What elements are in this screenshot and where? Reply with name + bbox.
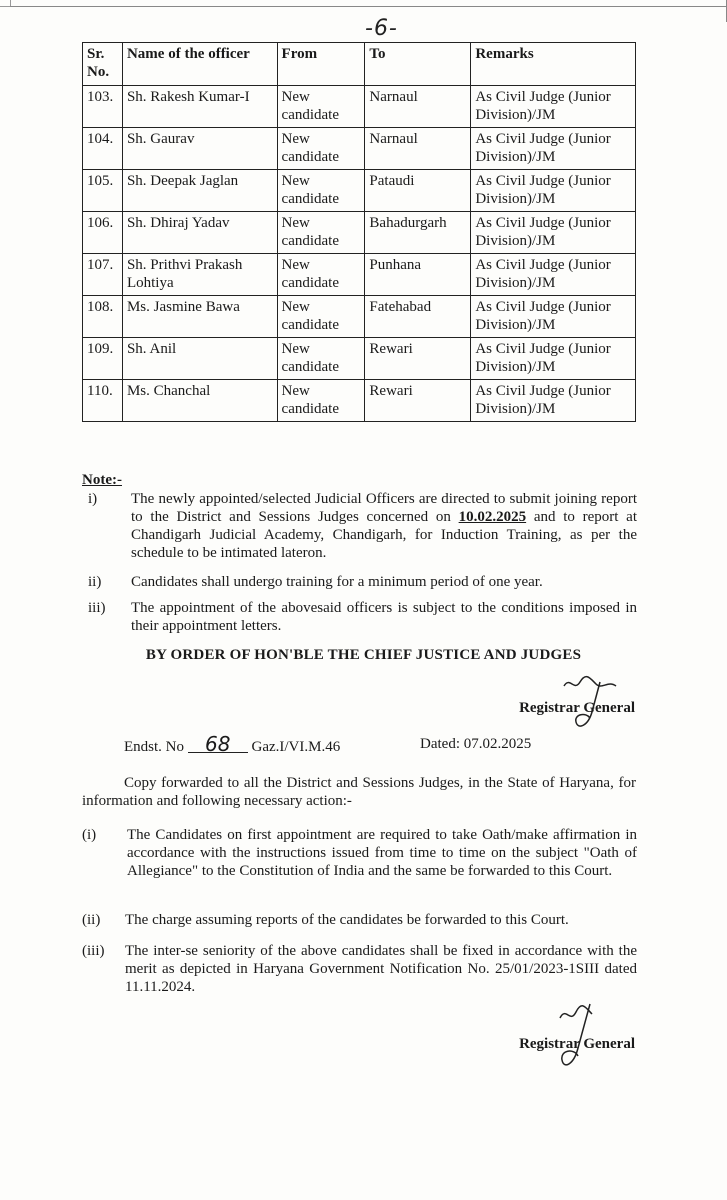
cell-from: New candidate (277, 86, 365, 128)
joining-date: 10.02.2025 (458, 509, 527, 525)
note-item (88, 599, 637, 635)
table-row (83, 128, 636, 170)
cell-from: New candidate (277, 254, 365, 296)
cell-from: New candidate (277, 212, 365, 254)
action-item-text: The inter-se seniority of the above candidates shall be fixed in accordance with the merit as depicted in Haryana Government Notification No. 25/01/2023-1SIII dated 11.11.2024. (125, 943, 637, 995)
note-item (88, 490, 637, 562)
endorsement-date: Dated: 07.02.2025 (420, 736, 532, 752)
cell-sr: 104. (83, 128, 123, 170)
header-to: To (365, 43, 471, 86)
action-item-number: (i) (82, 827, 97, 843)
endorsement-handwritten-number: 68 (188, 736, 248, 753)
cell-from: New candidate (277, 128, 365, 170)
page-border-top (10, 6, 727, 7)
cell-remarks: As Civil Judge (Junior Division)/JM (471, 254, 636, 296)
table-row (83, 338, 636, 380)
cell-from: New candidate (277, 380, 365, 422)
endorsement-suffix: Gaz.I/VI.M.46 (251, 739, 341, 755)
cell-to: Narnaul (365, 86, 471, 128)
cell-sr: 107. (83, 254, 123, 296)
table-row (83, 380, 636, 422)
header-remarks: Remarks (471, 43, 636, 86)
table-row (83, 212, 636, 254)
cell-name: Sh. Gaurav (122, 128, 277, 170)
note-text-part: The newly appointed/selected Judicial Officers are directed to submit joining report to the District and Sessions Judges concerned on (131, 491, 637, 525)
registrar-signature-2: Registrar General (519, 1036, 635, 1052)
endorsement-prefix: Endst. No (124, 739, 184, 755)
table-row (83, 296, 636, 338)
header-from: From (277, 43, 365, 86)
cell-name: Sh. Deepak Jaglan (122, 170, 277, 212)
action-item-text: The charge assuming reports of the candidates be forwarded to this Court. (125, 912, 569, 928)
cell-from: New candidate (277, 170, 365, 212)
table-row (83, 170, 636, 212)
cell-name: Sh. Rakesh Kumar-I (122, 86, 277, 128)
note-item-text: Candidates shall undergo training for a minimum period of one year. (131, 574, 543, 590)
action-item-number: (ii) (82, 912, 101, 928)
registrar-signature-1: Registrar General (519, 700, 635, 716)
note-item-text: The appointment of the abovesaid officers is subject to the conditions imposed in their appointment letters. (131, 600, 637, 634)
cell-remarks: As Civil Judge (Junior Division)/JM (471, 380, 636, 422)
cell-from: New candidate (277, 296, 365, 338)
cell-to: Pataudi (365, 170, 471, 212)
note-item-text (131, 490, 637, 562)
table-header-row (83, 43, 636, 86)
table-row (83, 86, 636, 128)
endorsement-number (124, 732, 341, 756)
cell-remarks: As Civil Judge (Junior Division)/JM (471, 212, 636, 254)
header-sr-no: Sr. No. (83, 43, 123, 86)
note-item-number: ii) (88, 574, 102, 590)
cell-sr: 108. (83, 296, 123, 338)
cell-remarks: As Civil Judge (Junior Division)/JM (471, 86, 636, 128)
copy-forwarded-text: Copy forwarded to all the District and Sessions Judges, in the State of Haryana, for information and following necessary action:- (82, 775, 636, 809)
cell-name: Ms. Jasmine Bawa (122, 296, 277, 338)
note-heading: Note:- (82, 472, 122, 488)
cell-remarks: As Civil Judge (Junior Division)/JM (471, 128, 636, 170)
action-item (82, 942, 637, 996)
action-item (82, 911, 637, 929)
cell-name: Ms. Chanchal (122, 380, 277, 422)
cell-sr: 103. (83, 86, 123, 128)
cell-to: Rewari (365, 380, 471, 422)
action-item-number: (iii) (82, 943, 105, 959)
cell-sr: 110. (83, 380, 123, 422)
cell-to: Bahadurgarh (365, 212, 471, 254)
cell-remarks: As Civil Judge (Junior Division)/JM (471, 296, 636, 338)
note-item (88, 573, 637, 591)
cell-to: Rewari (365, 338, 471, 380)
cell-name: Sh. Prithvi Prakash Lohtiya (122, 254, 277, 296)
cell-to: Fatehabad (365, 296, 471, 338)
action-item (82, 826, 637, 898)
cell-remarks: As Civil Judge (Junior Division)/JM (471, 170, 636, 212)
cell-sr: 109. (83, 338, 123, 380)
page-number: -6- (365, 16, 398, 41)
cell-name: Sh. Anil (122, 338, 277, 380)
cell-name: Sh. Dhiraj Yadav (122, 212, 277, 254)
cell-to: Narnaul (365, 128, 471, 170)
cell-from: New candidate (277, 338, 365, 380)
note-text-part: and to report at Chandigarh Judicial Academy, Chandigarh, for Induction Training, as per the schedule to be intimated lateron. (131, 509, 638, 561)
cell-to: Punhana (365, 254, 471, 296)
action-item-text: The Candidates on first appointment are required to take Oath/make affirmation in accordance with the instructions issued from time to time on the subject "Oath of Allegiance" to the Constitution of India and the same be forwarded to this Court. (127, 827, 637, 879)
cell-remarks: As Civil Judge (Junior Division)/JM (471, 338, 636, 380)
cell-sr: 106. (83, 212, 123, 254)
table-row (83, 254, 636, 296)
order-line: BY ORDER OF HON'BLE THE CHIEF JUSTICE AND JUDGES (145, 647, 582, 663)
cell-sr: 105. (83, 170, 123, 212)
note-item-number: iii) (88, 600, 106, 616)
officers-table (82, 42, 636, 422)
note-item-number: i) (88, 491, 98, 507)
header-officer-name: Name of the officer (122, 43, 277, 86)
